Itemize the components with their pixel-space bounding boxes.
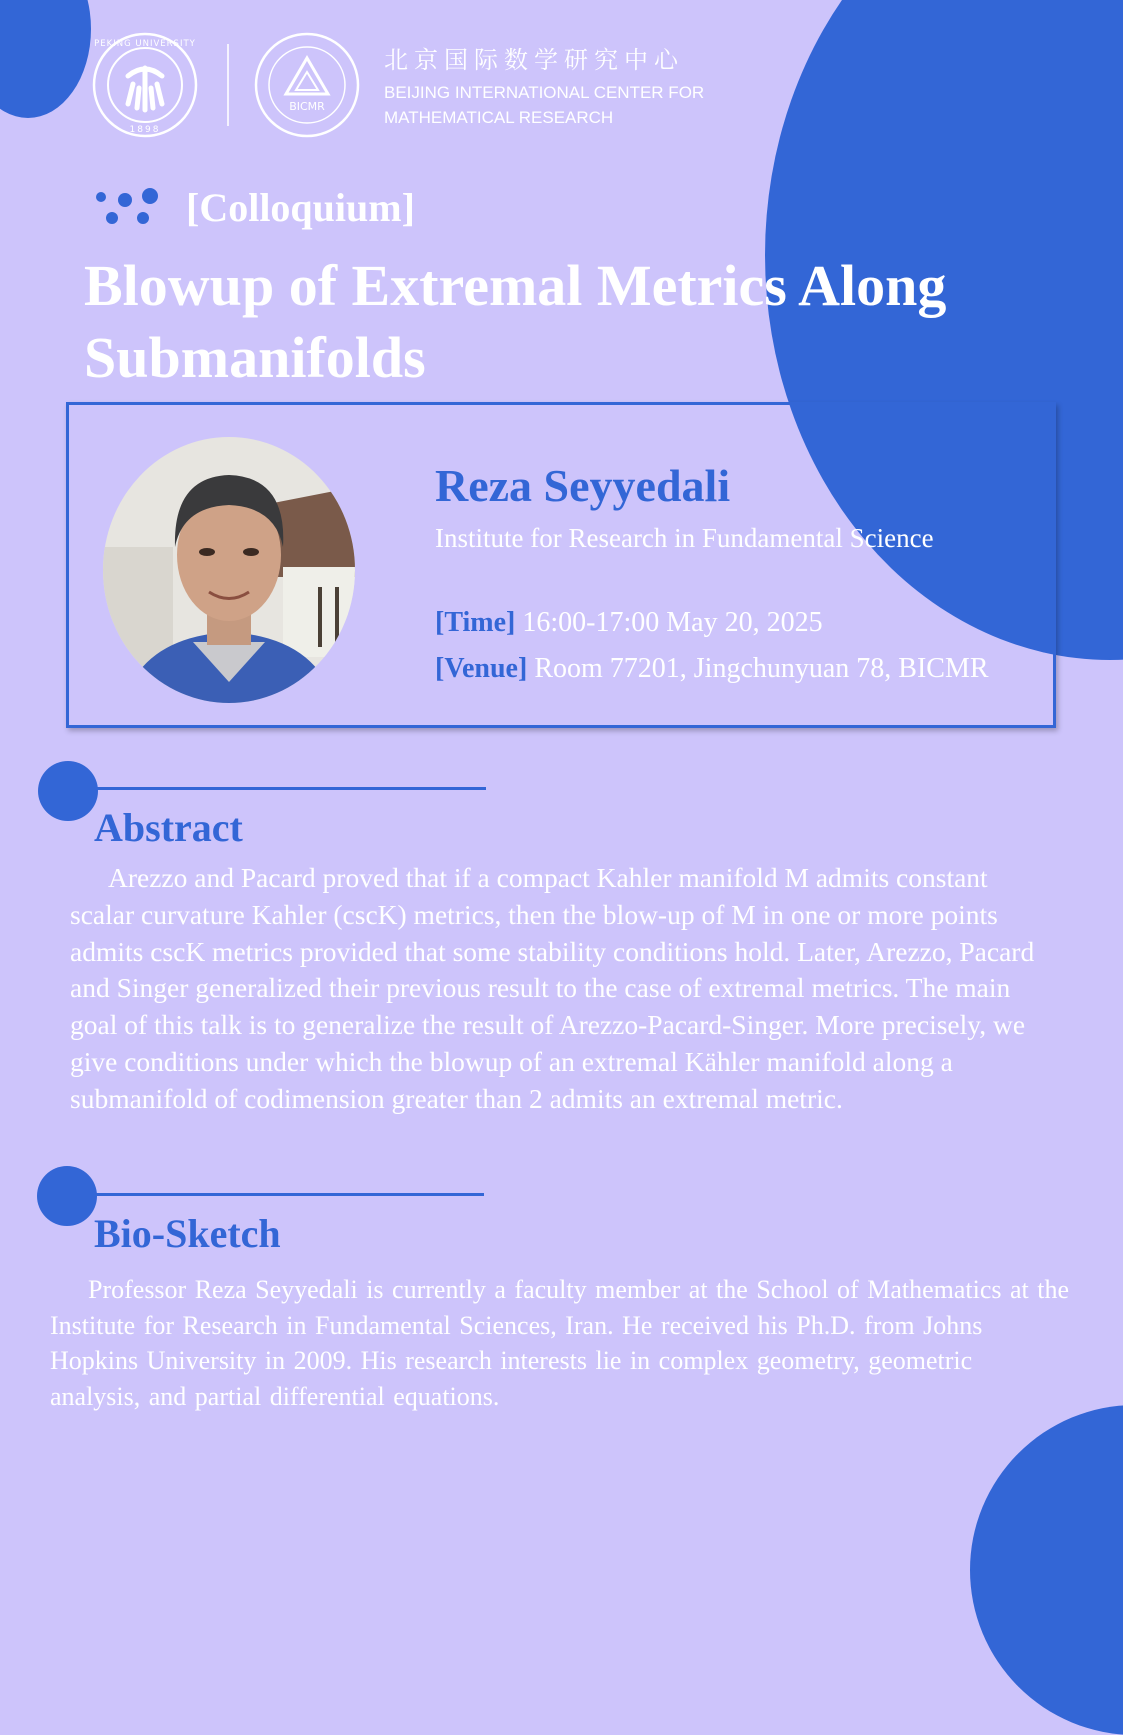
svg-text:1898: 1898 — [129, 125, 161, 135]
peking-university-logo — [92, 32, 198, 138]
svg-text:BICMR: BICMR — [289, 100, 325, 113]
bicmr-logo — [254, 32, 360, 138]
speaker-affiliation: Institute for Research in Fundamental Science — [435, 523, 934, 553]
event-type-label: [Colloquium] — [186, 185, 415, 230]
venue-row — [435, 653, 989, 685]
bio-heading: Bio-Sketch — [94, 1211, 281, 1256]
decorative-circle-bottom-right — [970, 1405, 1123, 1735]
bio-text: Professor Reza Seyyedali is currently a faculty member at the School of Mathematics at the Institute for Research in Fundamental Sciences, Iran. He received his Ph.D. from Johns Hopkins University in 2009. His research interests lie in complex geometry, geometric analysis, and partial differential equations. — [50, 1275, 1070, 1411]
talk-title: Blowup of Extremal Metrics Along Submanifolds — [84, 253, 947, 390]
bio-section-line — [90, 1193, 484, 1196]
abstract-section-dot — [38, 761, 98, 821]
speaker-portrait-image — [103, 437, 355, 703]
speaker-card — [66, 402, 1056, 728]
bio-section-dot — [37, 1166, 97, 1226]
venue-value: Room 77201, Jingchunyuan 78, BICMR — [534, 653, 989, 684]
abstract-section-line — [90, 787, 486, 790]
abstract-text: Arezzo and Pacard proved that if a compact Kahler manifold M admits constant scalar curvature Kahler (cscK) metrics, then the blow-up of M in one or more points admits cscK metrics provided that some stability conditions hold. Later, Arezzo, Pacard and Singer generalized their previous result to the case of extremal metrics. The main goal of this talk is to generalize the result of Arezzo-Pacard-Singer. More precisely, we give conditions under which the blowup of an extremal Kähler manifold along a submanifold of codimension greater than 2 admits an extremal metric. — [70, 862, 1035, 1114]
speaker-photo — [103, 437, 355, 703]
svg-text:PEKING UNIVERSITY: PEKING UNIVERSITY — [94, 39, 196, 49]
time-value: 16:00-17:00 May 20, 2025 — [522, 607, 823, 638]
venue-label: [Venue] — [435, 653, 528, 684]
time-row — [435, 607, 823, 639]
header-logos — [92, 32, 712, 140]
decorative-circle-top-left — [0, 0, 91, 118]
institution-name-english — [384, 80, 714, 130]
institution-name-english-line2: MATHEMATICAL RESEARCH — [384, 108, 614, 127]
speaker-name: Reza Seyyedali — [435, 460, 731, 511]
institution-name-chinese: 北京国际数学研究中心 — [384, 46, 684, 74]
institution-name-english-line1: BEIJING INTERNATIONAL CENTER FOR — [384, 83, 705, 102]
dots-icon — [92, 188, 162, 228]
time-label: [Time] — [435, 607, 516, 638]
logo-divider — [227, 44, 229, 126]
abstract-heading: Abstract — [94, 805, 243, 850]
